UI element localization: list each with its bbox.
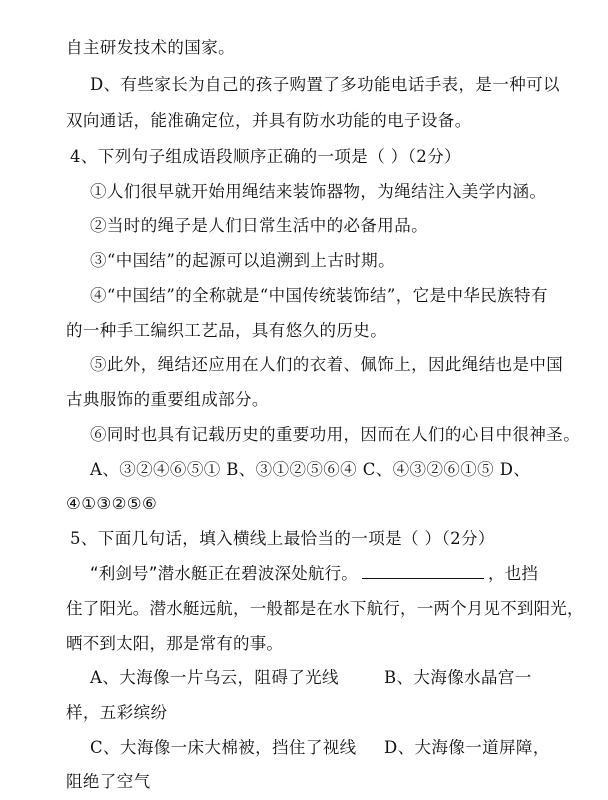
option-d-line-1: D、有些家长为自己的孩子购置了多功能电话手表，是一种可以 bbox=[90, 75, 560, 94]
passage-text-before-blank: “利剑号”潜水艇正在碧波深处航行。 bbox=[90, 564, 358, 583]
question-5-option-c: C、大海像一床大棉被，挡住了视线 bbox=[90, 738, 357, 757]
passage-line-1 bbox=[90, 564, 538, 584]
passage-line-2: 住了阳光。潜水艇远航，一般都是在水下航行，一两个月见不到阳光， bbox=[66, 599, 584, 618]
question-5-option-a: A、大海像一片乌云，阻碍了光线 bbox=[90, 668, 339, 687]
question-5-option-b-line-2: 样，五彩缤纷 bbox=[66, 703, 168, 722]
question-5-option-d-line-2: 阻绝了空气 bbox=[66, 772, 151, 791]
sentence-3: ③“中国结”的起源可以追溯到上古时期。 bbox=[90, 251, 395, 270]
sentence-5-line-1: ⑤此外，绳结还应用在人们的衣着、佩饰上，因此绳结也是中国 bbox=[90, 355, 564, 374]
text-line-1: 自主研发技术的国家。 bbox=[66, 38, 235, 57]
sentence-5-line-2: 古典服饰的重要组成部分。 bbox=[66, 390, 269, 409]
question-5-option-d-line-1: D、大海像一道屏障， bbox=[384, 738, 550, 757]
sentence-2: ②当时的绳子是人们日常生活中的必备用品。 bbox=[90, 216, 428, 235]
sentence-6: ⑥同时也具有记载历史的重要功用，因而在人们的心目中很神圣。 bbox=[90, 425, 581, 444]
question-5-option-b-line-1: B、大海像水晶宫一 bbox=[384, 668, 532, 687]
passage-text-after-blank: ，也挡 bbox=[488, 564, 539, 583]
question-4-title: 4、下列句子组成语段顺序正确的一项是（ ）（2分） bbox=[70, 147, 461, 166]
sentence-4-line-2: 的一种手工编织工艺品，具有悠久的历史。 bbox=[66, 321, 388, 340]
question-4-options: A、③②④⑥⑤① B、③①②⑤⑥④ C、④③②⑥①⑤ D、 bbox=[90, 460, 531, 479]
sentence-4-line-1: ④“中国结”的全称就是“中国传统装饰结”，它是中华民族特有 bbox=[90, 286, 548, 305]
question-4-option-d: ④①③②⑤⑥ bbox=[66, 494, 158, 513]
option-d-line-2: 双向通话，能准确定位，并具有防水功能的电子设备。 bbox=[66, 111, 472, 130]
question-5-title: 5、下面几句话，填入横线上最恰当的一项是（ ）（2分） bbox=[70, 529, 495, 548]
passage-line-3: 晒不到太阳，那是常有的事。 bbox=[66, 634, 284, 653]
sentence-1: ①人们很早就开始用绳结来装饰器物，为绳结注入美学内涵。 bbox=[90, 182, 547, 201]
answer-blank bbox=[362, 564, 484, 579]
